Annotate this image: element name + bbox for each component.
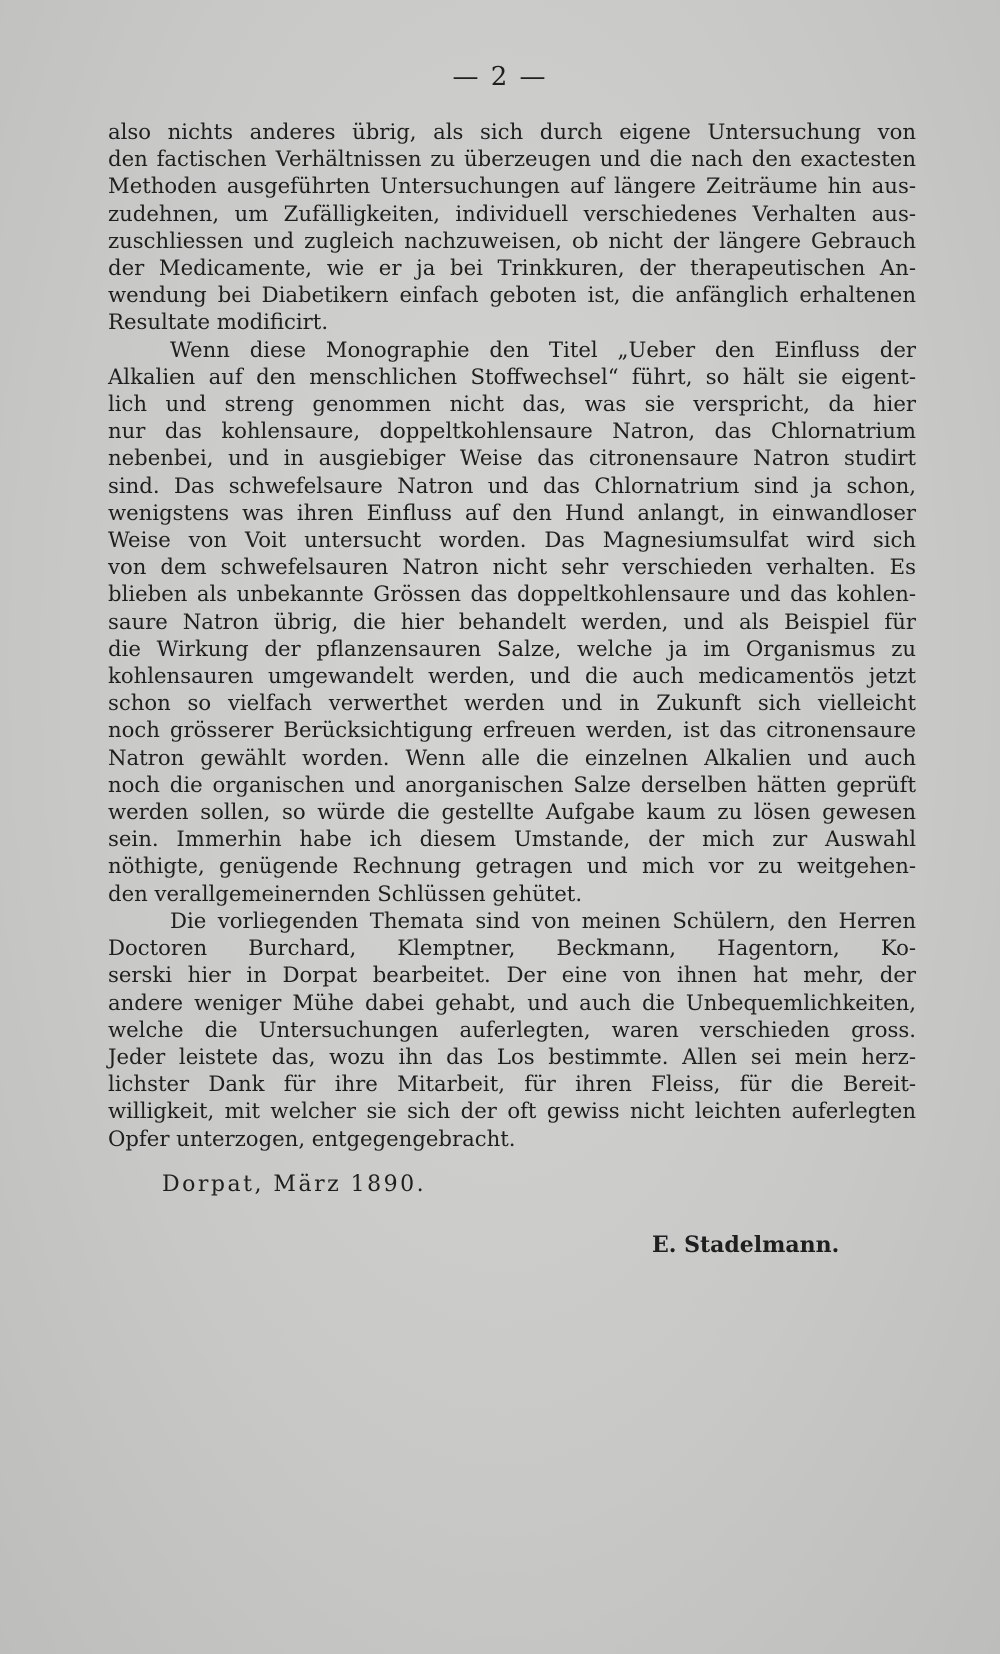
paragraph-3 — [108, 907, 916, 1152]
text-line: nebenbei, und in ausgiebiger Weise das citronensaure Natron studirt — [108, 445, 916, 471]
text-line: wenigstens was ihren Einfluss auf den Hund anlangt, in einwandloser — [108, 499, 916, 525]
text-line: Jeder leistete das, wozu ihn das Los bestimmte. Allen sei mein herz- — [108, 1043, 916, 1069]
text-line: Methoden ausgeführten Untersuchungen auf längere Zeiträume hin aus- — [108, 173, 916, 199]
text-line: blieben als unbekannte Grössen das doppeltkohlensaure und das kohlen- — [108, 581, 916, 607]
page-number: — 2 — — [452, 62, 548, 92]
text-line: den factischen Verhältnissen zu überzeugen und die nach den exactesten — [108, 146, 916, 172]
text-line: werden sollen, so würde die gestellte Aufgabe kaum zu lösen gewesen — [108, 799, 916, 825]
text-line: wendung bei Diabetikern einfach geboten ist, die anfänglich erhaltenen — [108, 282, 916, 308]
text-line: also nichts anderes übrig, als sich durch eigene Untersuchung von — [108, 119, 916, 144]
text-line: serski hier in Dorpat bearbeitet. Der eine von ihnen hat mehr, der — [108, 962, 916, 988]
text-line: lichster Dank für ihre Mitarbeit, für ihren Fleiss, für die Bereit- — [108, 1071, 916, 1097]
text-line: Doctoren Burchard, Klemptner, Beckmann, Hagentorn, Ko- — [108, 935, 916, 961]
text-line: die Wirkung der pflanzensauren Salze, welche ja im Organismus zu — [108, 635, 916, 661]
text-line: noch grösserer Berücksichtigung erfreuen werden, ist das citronensaure — [108, 717, 916, 743]
paragraph-1 — [108, 118, 916, 336]
text-line: der Medicamente, wie er ja bei Trinkkuren, der therapeutischen An- — [108, 255, 916, 281]
text-line: Opfer unterzogen, entgegengebracht. — [108, 1125, 516, 1151]
text-line: welche die Untersuchungen auferlegten, waren verschieden gross. — [108, 1016, 916, 1042]
text-line: nöthigte, genügende Rechnung getragen und mich vor zu weitgehen- — [108, 853, 916, 879]
text-line: lich und streng genommen nicht das, was sie verspricht, da hier — [108, 391, 916, 417]
paragraph-2 — [108, 336, 916, 907]
text-line: willigkeit, mit welcher sie sich der oft gewiss nicht leichten auferlegten — [108, 1098, 916, 1124]
place-date: Dorpat, März 1890. — [162, 1172, 427, 1197]
text-line: saure Natron übrig, die hier behandelt werden, und als Beispiel für — [108, 608, 916, 634]
text-line: Natron gewählt worden. Wenn alle die einzelnen Alkalien und auch — [108, 744, 916, 770]
text-line: kohlensauren umgewandelt werden, und die auch medicamentös jetzt — [108, 663, 916, 689]
signature: E. Stadelmann. — [652, 1232, 840, 1258]
text-body — [108, 118, 916, 1152]
text-line: sind. Das schwefelsaure Natron und das Chlornatrium sind ja schon, — [108, 472, 916, 498]
text-line: schon so vielfach verwerthet werden und in Zukunft sich vielleicht — [108, 690, 916, 716]
text-line: Die vorliegenden Themata sind von meinen Schülern, den Herren — [170, 907, 916, 933]
text-line: von dem schwefelsauren Natron nicht sehr verschieden verhalten. Es — [108, 554, 916, 580]
text-line: nur das kohlensaure, doppeltkohlensaure Natron, das Chlornatrium — [108, 418, 916, 444]
text-line: Alkalien auf den menschlichen Stoffwechsel“ führt, so hält sie eigent- — [108, 363, 916, 389]
text-line: zuschliessen und zugleich nachzuweisen, ob nicht der längere Gebrauch — [108, 227, 916, 253]
text-line: den verallgemeinernden Schlüssen gehütet. — [108, 880, 583, 906]
text-line: noch die organischen und anorganischen Salze derselben hätten geprüft — [108, 771, 916, 797]
text-line: zudehnen, um Zufälligkeiten, individuell verschiedenes Verhalten aus- — [108, 200, 916, 226]
text-line: Weise von Voit untersucht worden. Das Magnesiumsulfat wird sich — [108, 527, 916, 553]
text-line: Resultate modificirt. — [108, 309, 329, 335]
text-line: sein. Immerhin habe ich diesem Umstande, der mich zur Auswahl — [108, 826, 916, 852]
text-line: Wenn diese Monographie den Titel „Ueber den Einfluss der — [170, 336, 916, 362]
text-line: andere weniger Mühe dabei gehabt, und auch die Unbequemlichkeiten, — [108, 989, 916, 1015]
